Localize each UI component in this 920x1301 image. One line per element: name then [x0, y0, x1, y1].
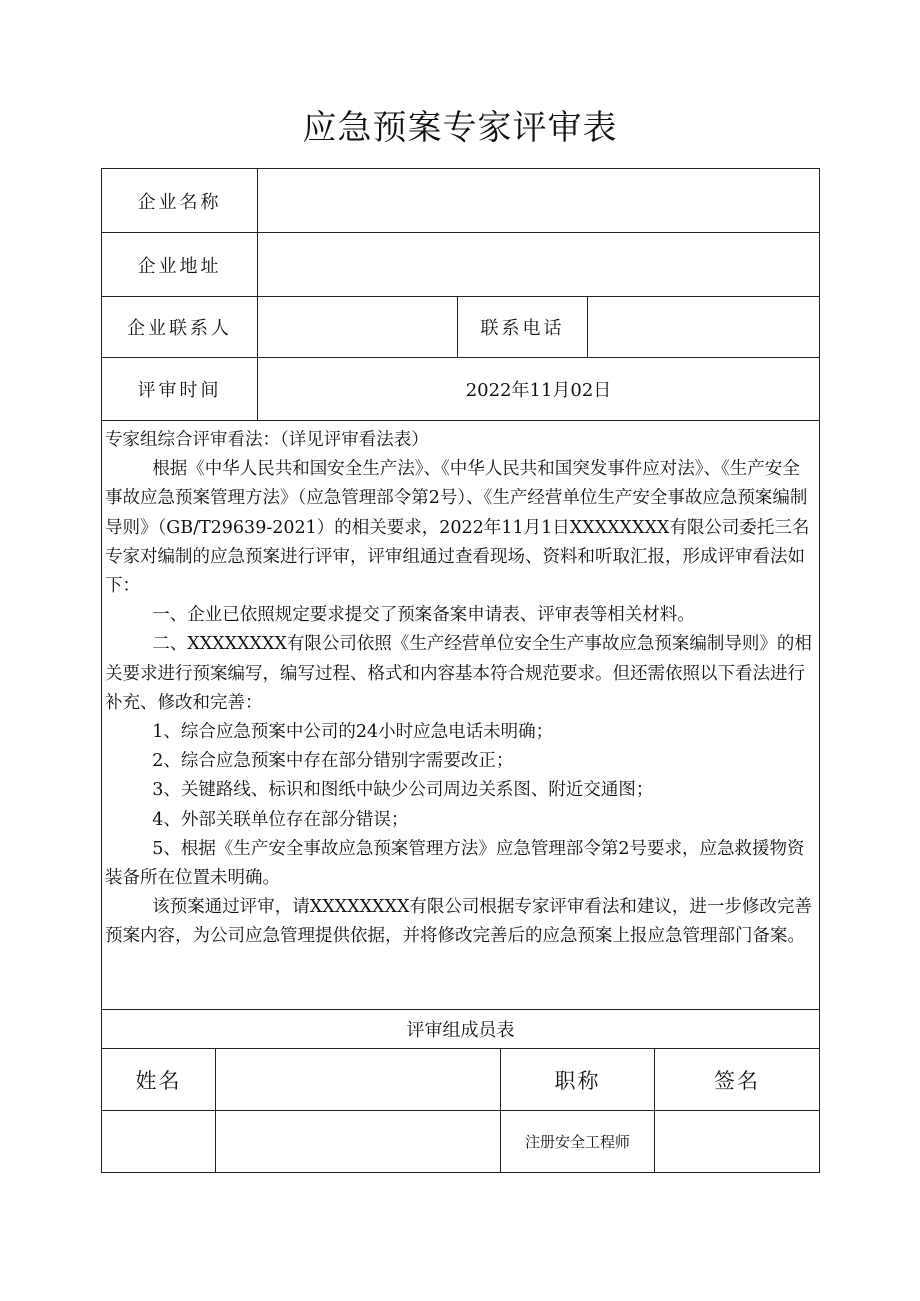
- opinion-point-2: 二、XXXXXXXX有限公司依照《生产经营单位安全生产事故应急预案编制导则》的相关要求进行预案编写，编写过程、格式和内容基本符合规范要求。但还需依照以下看法进行补充、修改和完善：: [105, 634, 812, 713]
- phone-field[interactable]: [587, 296, 820, 358]
- company-name-field[interactable]: [257, 168, 820, 233]
- opinion-point-1: 一、企业已依照规定要求提交了预案备案申请表、评审表等相关材料。: [152, 605, 695, 626]
- member-name-cell[interactable]: [101, 1110, 216, 1173]
- contact-field[interactable]: [257, 296, 458, 358]
- member-blank-cell[interactable]: [215, 1110, 501, 1173]
- opinion-intro: 根据《中华人民共和国安全生产法》、《中华人民共和国突发事件应对法》、《生产安全事故应急预案管理方法》（应急管理部令第2号）、《生产经营单位生产安全事故应急预案编制导则》（GB/T29639-2021）的相关要求，2022年11月1日XXXXXXXX有限公司委托三名专家对编制的应急预案进行评审，评审组通过查看现场、资料和听取汇报，形成评审看法如下：: [105, 459, 810, 597]
- review-date: 2022年11月02日: [257, 357, 820, 421]
- phone-label: 联系电话: [457, 296, 588, 358]
- page-title: 应急预案专家评审表: [302, 108, 618, 148]
- issue-item: 4、外部关联单位存在部分错误；: [152, 809, 409, 830]
- members-header-blank: [215, 1048, 501, 1111]
- issue-item: 1、综合应急预案中公司的24小时应急电话未明确；: [152, 722, 554, 743]
- issue-item: 2、综合应急预案中存在部分错别字需要改正；: [152, 751, 514, 772]
- issue-item: 5、根据《生产安全事故应急预案管理方法》应急管理部令第2号要求，应急救援物资装备所在位置未明确。: [105, 838, 805, 889]
- company-name-label: 企业名称: [101, 168, 258, 233]
- opinion-conclusion: 该预案通过评审，请XXXXXXXX有限公司根据专家评审看法和建议，进一步修改完善预案内容，为公司应急管理提供依据，并将修改完善后的应急预案上报应急管理部门备案。: [105, 897, 812, 947]
- members-header-title: 职称: [500, 1048, 655, 1111]
- members-caption: 评审组成员表: [101, 1009, 820, 1049]
- member-signature-cell[interactable]: [654, 1110, 820, 1173]
- issue-item: 3、关键路线、标识和图纸中缺少公司周边关系图、附近交通图；: [152, 780, 654, 801]
- opinion-heading: 专家组综合评审看法：（详见评审看法表）: [105, 430, 429, 450]
- expert-opinion-section: [103, 423, 819, 1008]
- members-header-name: 姓名: [101, 1048, 216, 1111]
- members-header-signature: 签名: [654, 1048, 820, 1111]
- company-address-field[interactable]: [257, 232, 820, 297]
- member-title-cell: 注册安全工程师: [500, 1110, 655, 1173]
- company-address-label: 企业地址: [101, 232, 258, 297]
- review-time-label: 评审时间: [101, 357, 258, 421]
- contact-label: 企业联系人: [101, 296, 258, 358]
